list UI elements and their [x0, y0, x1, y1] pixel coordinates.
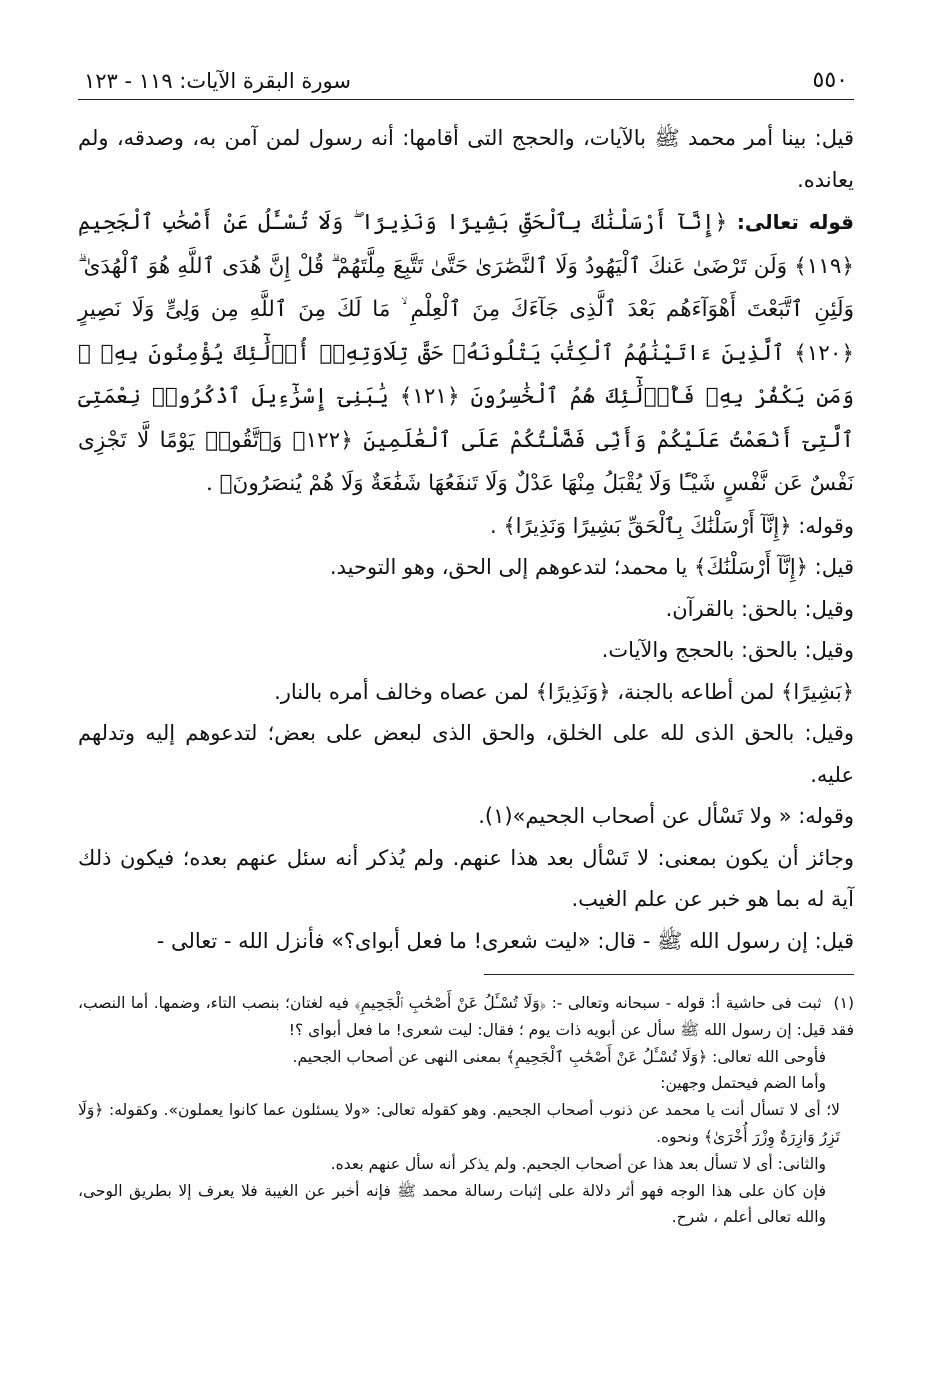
main-text [78, 118, 854, 962]
paragraph: قيل: ﴿إِنَّآ أَرْسَلْنَٰكَ﴾ يا محمد؛ لتدعوهم إلى الحق، وهو التوحيد. [329, 555, 854, 579]
paragraph: وقوله: ﴿إِنَّآ أَرْسَلْنَٰكَ بِٱلْحَقِّ بَشِيرًا وَنَذِيرًا﴾ . [490, 513, 854, 538]
footnote-line: لا؛ أى لا تسأل أنت يا محمد عن ذنوب أصحاب الجحيم. وهو كقوله تعالى: «ولا يسئلون عما كانوا يعملون». وكقوله: ﴿وَلَا تَزِرُ وَازِرَةٌ وِزْرَ أُخْرَىٰ﴾ ونحوه. [78, 1101, 840, 1146]
document-page [78, 56, 854, 1346]
footnote-line: فإن كان على هذا الوجه فهو أثر دلالة على إثبات رسالة محمد ﷺ فإنه أخبر عن الغيبة فلا يعرف إلا بطريق الوحى، والله تعالى أعلم ، شرح. [78, 1181, 826, 1227]
footnote-divider [484, 974, 854, 975]
footnotes [78, 990, 854, 1231]
footnote-text: ثبت فى حاشية أ: قوله - سبحانه وتعالى -: ﴿وَلَا تُسْـَٔلُ عَنْ أَصْحَٰبِ ٱلْجَحِيمِ﴾ فيه لغتان؛ بنصب التاء، وضمها. أما النصب، فقد قيل: إن رسول الله ﷺ سأل عن أبويه ذات يوم ؛ فقال: ليت شعرى! ما فعل أبواى ؟! [78, 994, 854, 1039]
paragraph: ﴿بَشِيرًا﴾ لمن أطاعه بالجنة، ﴿وَنَذِيرًا﴾ لمن عصاه وخالف أمره بالنار. [274, 679, 854, 704]
paragraph: وقيل: بالحق الذى لله على الخلق، والحق الذى لبعض على بعض؛ لتدعوهم إليه وتدلهم عليه. [78, 721, 854, 787]
paragraph: قيل: إن رسول الله ﷺ - قال: «ليت شعرى! ما فعل أبواى؟» فأنزل الله - تعالى - [156, 928, 854, 953]
paragraph: وقيل: بالحق: بالقرآن. [665, 596, 854, 621]
footnote-marker: (١) [833, 994, 854, 1012]
verse-text: ﴿إِنَّآ أَرْسَلْنَٰكَ بِٱلْحَقِّ بَشِيرًا وَنَذِيرًا ۖ وَلَا تُسْـَٔلُ عَنْ أَصْحَٰبِ ٱلْجَحِيمِ ﴿١١٩﴾ وَلَن تَرْضَىٰ عَنكَ ٱلْيَهُودُ وَلَا ٱلنَّصَٰرَىٰ حَتَّىٰ تَتَّبِعَ مِلَّتَهُمْ ۗ قُلْ إِنَّ هُدَى ٱللَّهِ هُوَ ٱلْهُدَىٰ ۗ وَلَئِنِ ٱتَّبَعْتَ أَهْوَآءَهُم بَعْدَ ٱلَّذِى جَآءَكَ مِنَ ٱلْعِلْمِ ۙ مَا لَكَ مِنَ ٱللَّهِ مِن وَلِىٍّ وَلَا نَصِيرٍ ﴿١٢٠﴾ ٱلَّذِينَ ءَاتَيْنَٰهُمُ ٱلْكِتَٰبَ يَتْلُونَهُۥ حَقَّ تِلَاوَتِهِۦٓ أُو۟لَٰٓئِكَ يُؤْمِنُونَ بِهِۦ ۗ وَمَن يَكْفُرْ بِهِۦ فَأُو۟لَٰٓئِكَ هُمُ ٱلْخَٰسِرُونَ ﴿١٢١﴾ يَٰبَنِىٓ إِسْرَٰٓءِيلَ ٱذْكُرُوا۟ نِعْمَتِىَ ٱلَّتِىٓ أَنْعَمْتُ عَلَيْكُمْ وَأَنِّى فَضَّلْتُكُمْ عَلَى ٱلْعَٰلَمِينَ ﴿١٢٢﴾ وَٱتَّقُوا۟ يَوْمًا لَّا تَجْزِى نَفْسٌ عَن نَّفْسٍ شَيْـًٔا وَلَا يُقْبَلُ مِنْهَا عَدْلٌ وَلَا تَنفَعُهَا شَفَٰعَةٌ وَلَا هُمْ يُنصَرُونَ﴾ . [78, 210, 854, 496]
paragraph: وجائز أن يكون بمعنى: لا تَسْأل بعد هذا عنهم. ولم يُذكر أنه سئل عنهم بعده؛ فيكون ذلك آية له بما هو خبر عن علم الغيب. [78, 845, 854, 911]
paragraph: وقيل: بالحق: بالحجج والآيات. [601, 638, 854, 662]
running-header [78, 56, 854, 100]
paragraph: وقوله: « ولا تَسْأل عن أصحاب الجحيم»(١). [478, 804, 854, 828]
verse-lead: قوله تعالى: [736, 210, 854, 234]
chapter-title: سورة البقرة الآيات: ١١٩ - ١٢٣ [84, 69, 351, 93]
paragraph-intro: قيل: بينا أمر محمد ﷺ بالآيات، والحجج التى أقامها: أنه رسول لمن آمن به، وصدقه، ولم يعانده. [78, 126, 854, 192]
page-number: ٥٥٠ [812, 68, 848, 93]
footnote-line: فأوحى الله تعالى: ﴿وَلَا تُسْـَٔلُ عَنْ أَصْحَٰبِ ٱلْجَحِيمِ﴾ بمعنى النهى عن أصحاب الجحيم. [292, 1047, 826, 1066]
footnote-line: وأما الضم فيحتمل وجهين: [660, 1074, 826, 1093]
footnote-1 [78, 990, 854, 1044]
footnote-line: والثانى: أى لا تسأل بعد هذا عن أصحاب الجحيم. ولم يذكر أنه سأل عنهم بعده. [330, 1154, 826, 1173]
quran-verse-block [78, 201, 854, 506]
